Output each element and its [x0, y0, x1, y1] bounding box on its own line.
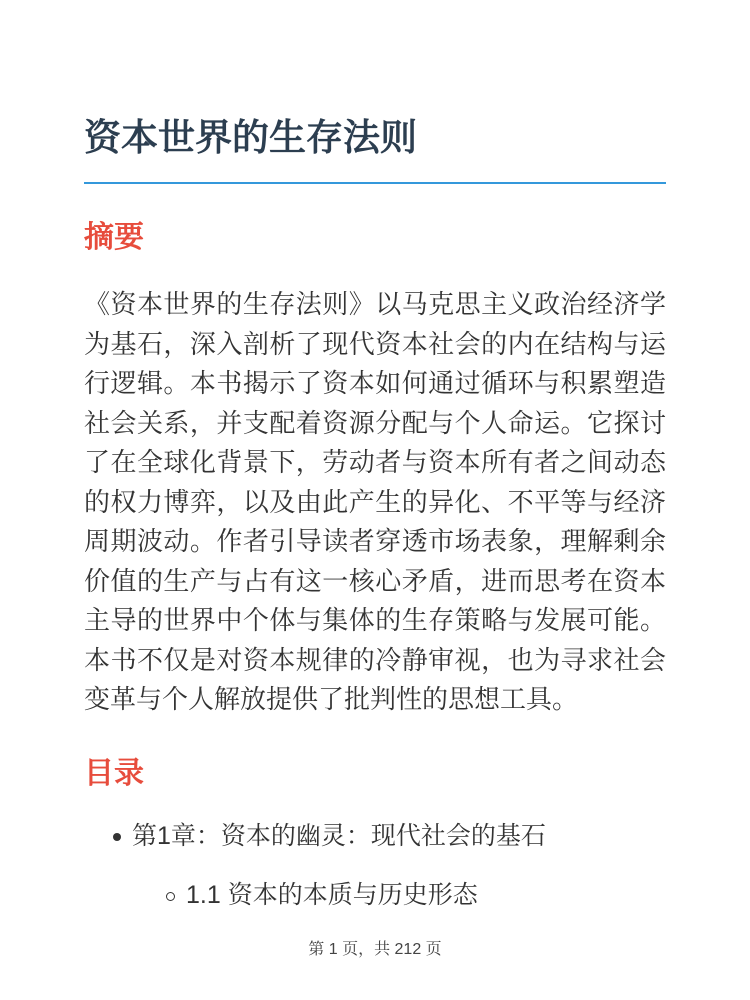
toc-subitem-1-1 — [166, 877, 666, 915]
abstract-heading: 摘要 — [84, 221, 144, 255]
toc-list — [84, 818, 666, 915]
page-number-indicator: 第 1 页，共 212 页 — [308, 941, 442, 958]
toc-item-chapter-1 — [113, 818, 666, 915]
toc-sublist — [113, 877, 666, 915]
abstract-paragraph: 《资本世界的生存法则》以马克思主义政治经济学为基石，深入剖析了现代资本社会的内在结构与运行逻辑。本书揭示了资本如何通过循环与积累塑造社会关系，并支配着资源分配与个人命运。它探讨了在全球化背景下，劳动者与资本所有者之间动态的权力博弈，以及由此产生的异化、不平等与经济周期波动。作者引导读者穿透市场表象，理解剩余价值的生产与占有这一核心矛盾，进而思考在资本主导的世界中个体与集体的生存策略与发展可能。本书不仅是对资本规律的冷静审视，也为寻求社会变革与个人解放提供了批判性的思想工具。 — [84, 289, 666, 715]
toc-subitem-row — [166, 877, 666, 915]
page-title: 资本世界的生存法则 — [84, 0, 666, 184]
toc-item-label: 第1章：资本的幽灵：现代社会的基石 — [132, 821, 546, 850]
toc-item-row — [113, 818, 666, 856]
toc-subitem-label: 1.1 资本的本质与历史形态 — [186, 881, 478, 910]
toc-heading: 目录 — [84, 756, 144, 790]
bullet-circle-icon — [166, 892, 175, 901]
bullet-disc-icon — [113, 833, 121, 841]
